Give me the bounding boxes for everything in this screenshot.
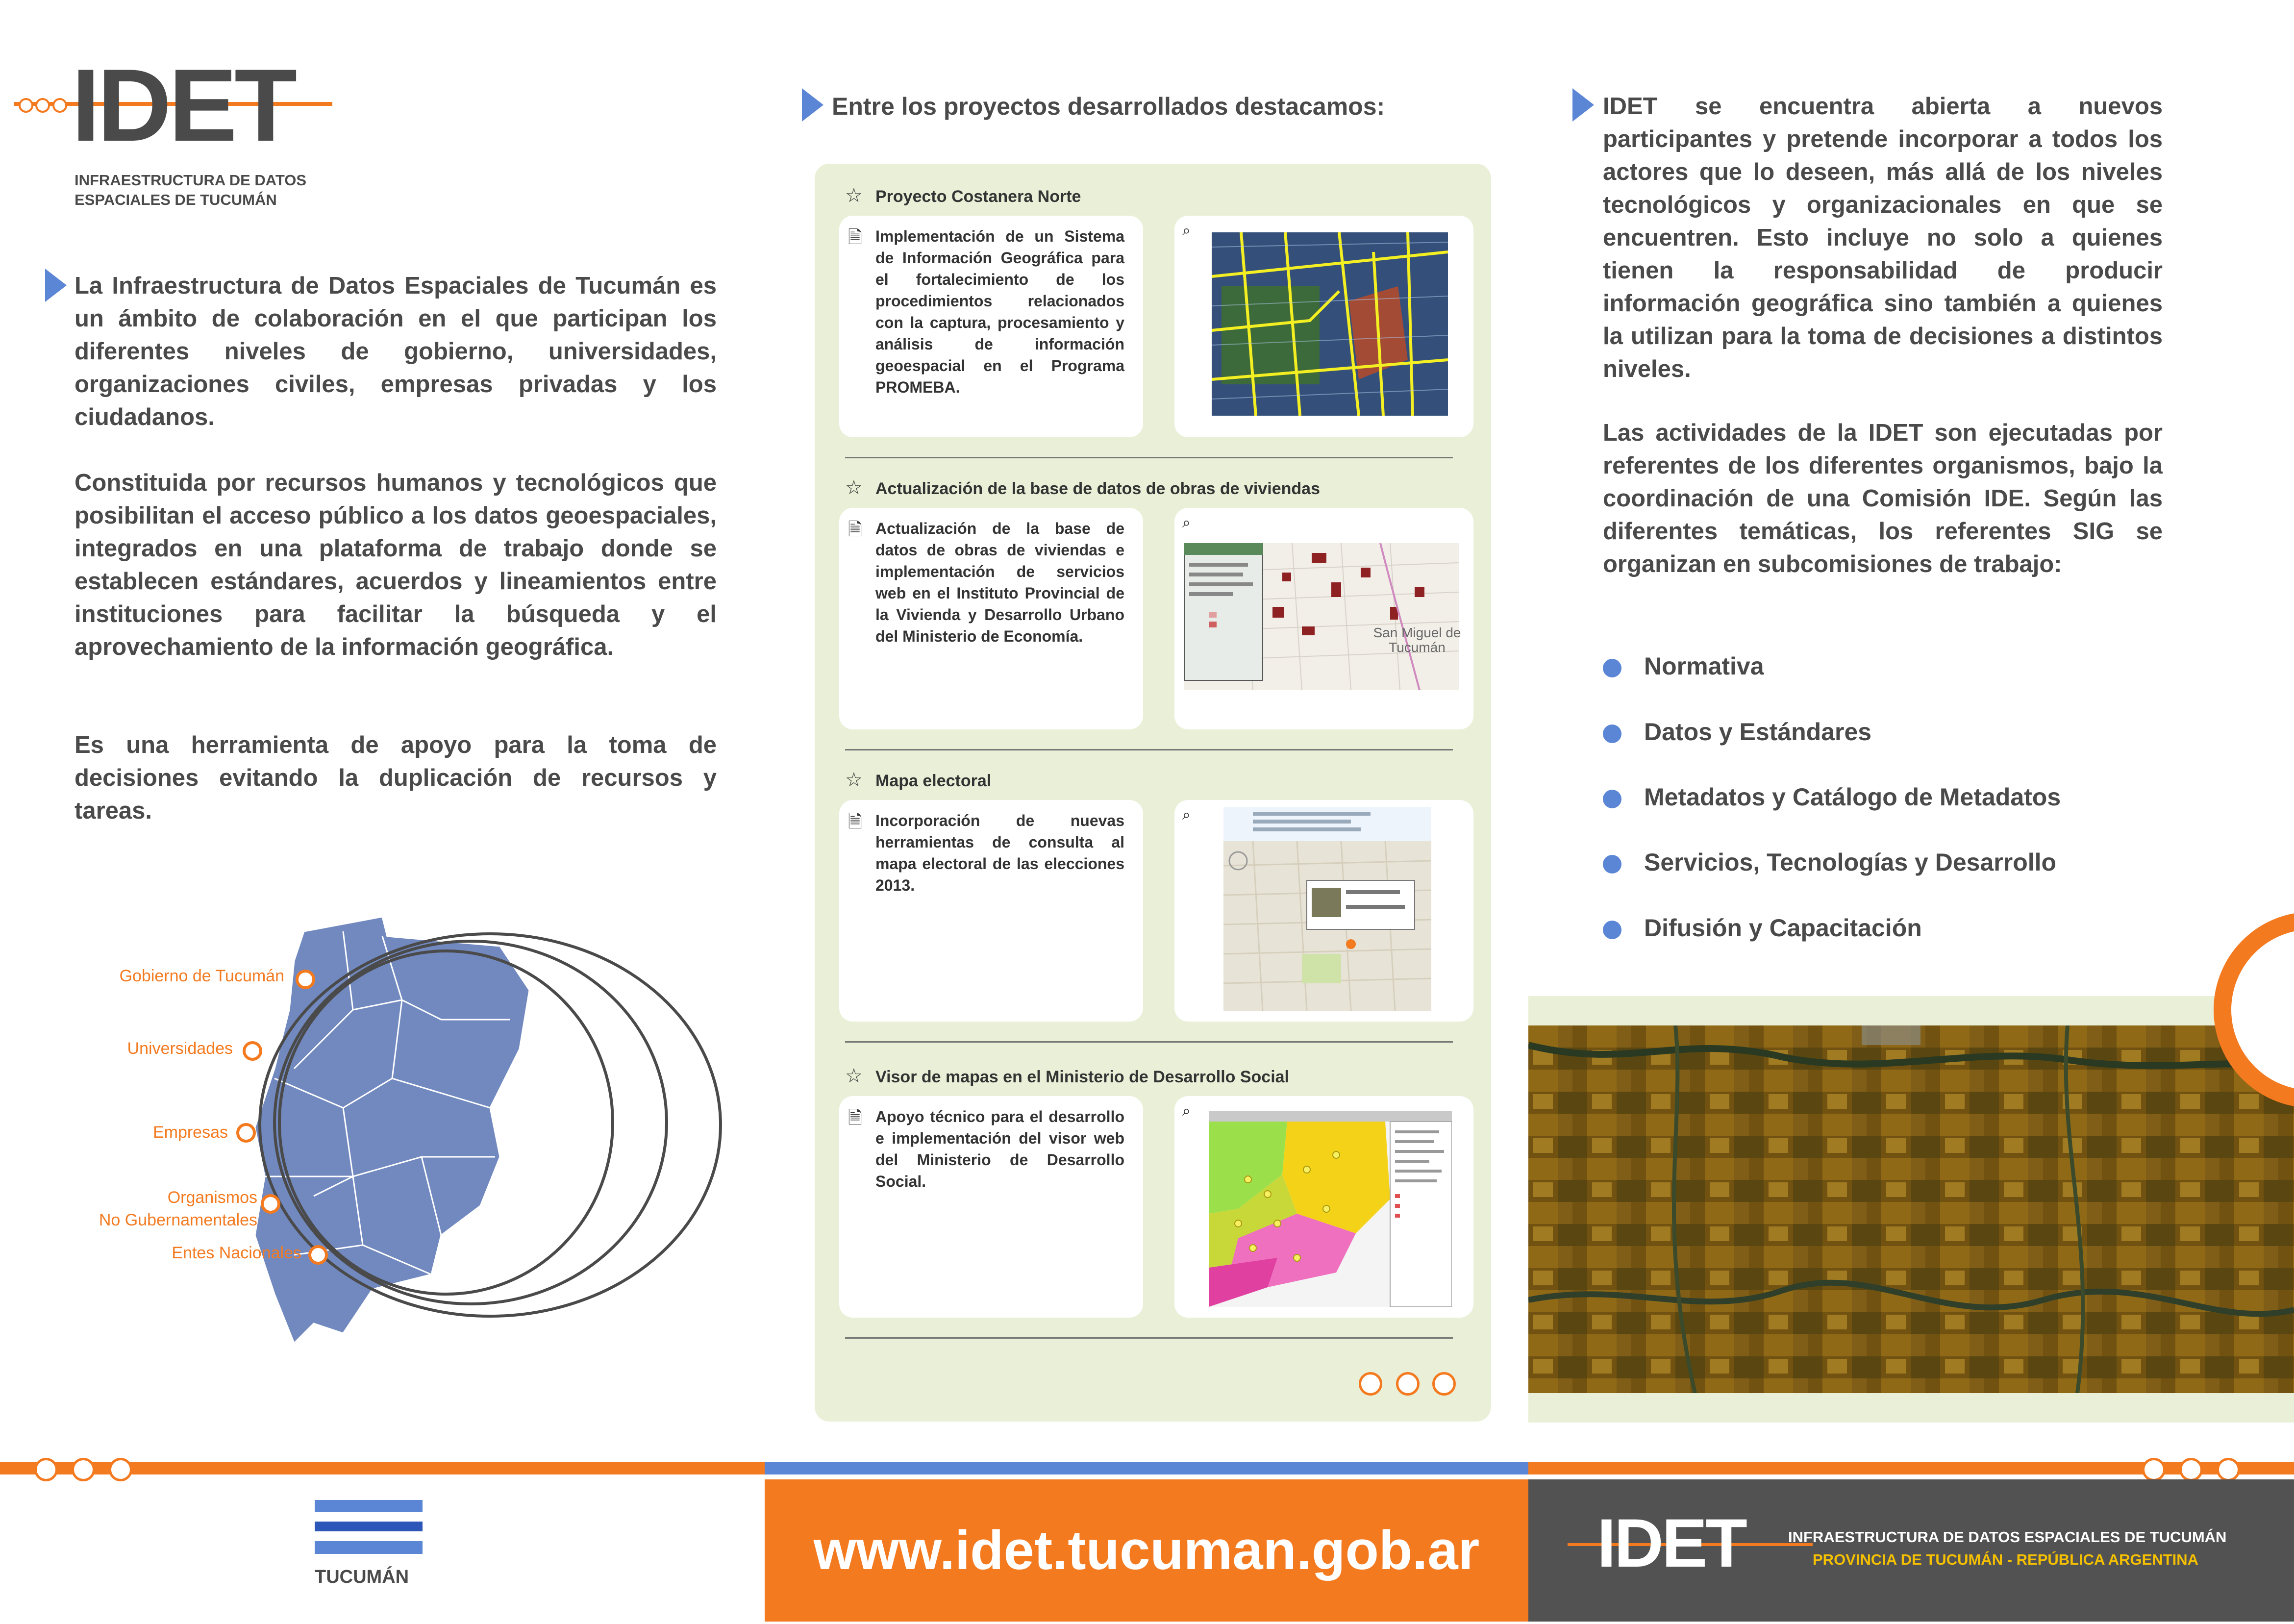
decor-ring <box>72 1458 95 1481</box>
footer-logo-text: IDET <box>1597 1504 1745 1581</box>
definition-paragraph: Constituida por recursos humanos y tecnológicos que posibilitan el acceso público a los datos geoespaciales, integrados en una plataforma de trabajo donde se establecen estándares, acuerdos y lineamientos entre instituciones para facilitar la búsqueda y el aprovechamiento de la información geográfica. <box>75 470 717 660</box>
footer-line2: PROVINCIA DE TUCUMÁN - REPÚBLICA ARGENTINA <box>1813 1551 2199 1568</box>
project-desc-card <box>839 1096 1143 1318</box>
node-entes-nacionales <box>308 1245 328 1265</box>
footer-line1: INFRAESTRUCTURA DE DATOS ESPACIALES DE TUCUMÁN <box>1788 1528 2227 1546</box>
node-empresas <box>236 1123 256 1143</box>
intro-paragraph: La Infraestructura de Datos Espaciales de Tucumán es un ámbito de colaboración en el que participan los diferentes niveles de gobierno, universidades, organizaciones civiles, empresas privadas y los ciudadanos. <box>75 273 717 430</box>
label-entes-nacionales: Entes Nacionales <box>172 1244 301 1262</box>
right-marker-icon <box>1572 88 1594 122</box>
separator <box>845 1337 1453 1339</box>
project-title: Mapa electoral <box>875 772 992 790</box>
list-item-label: Datos y Estándares <box>1644 718 1872 746</box>
project-desc-card <box>839 216 1143 437</box>
label-empresas: Empresas <box>152 1123 228 1142</box>
decor-ring <box>1432 1372 1456 1396</box>
node-organismos <box>261 1194 280 1214</box>
magnifier-icon: ⌕ <box>1182 515 1191 531</box>
star-icon: ☆ <box>845 185 863 206</box>
logo-bar <box>315 1500 423 1512</box>
decor-ring <box>2217 1458 2240 1481</box>
costanera-satellite-map <box>1212 232 1448 416</box>
magnifier-icon: ⌕ <box>1182 1103 1191 1119</box>
list-item-label: Servicios, Tecnologías y Desarrollo <box>1644 849 2057 876</box>
project-desc: Actualización de la base de datos de obras de viviendas e implementación de servicios web en el Instituto Provincial de la Vivienda y Desarrollo Urbano del Ministerio de Economía. <box>875 520 1124 645</box>
decor-ring <box>34 1458 58 1481</box>
viviendas-map-viewer <box>1184 543 1459 690</box>
label-gobierno: Gobierno de Tucumán <box>119 967 284 985</box>
electoral-map-viewer <box>1223 807 1431 1011</box>
project-3 <box>815 748 1491 1042</box>
document-icon: 🗎 <box>848 811 862 831</box>
logo-bar <box>315 1522 423 1531</box>
project-image-card <box>1174 508 1473 729</box>
separator <box>845 1041 1453 1043</box>
project-title: Proyecto Costanera Norte <box>875 187 1081 206</box>
magnifier-icon: ⌕ <box>1182 807 1191 823</box>
tucuman-logo <box>315 1500 427 1588</box>
website-url[interactable]: www.idet.tucuman.gob.ar <box>813 1520 1480 1581</box>
project-desc: Apoyo técnico para el desarrollo e implementación del visor web del Ministerio de Desarrollo Social. <box>875 1108 1124 1190</box>
label-universidades: Universidades <box>127 1039 233 1058</box>
bullet-icon <box>1603 921 1621 939</box>
heading-marker-icon <box>802 88 823 122</box>
logo-text: IDET <box>72 48 295 163</box>
label-no-gubernamentales: No Gubernamentales <box>99 1211 257 1229</box>
bullet-icon <box>1603 725 1621 743</box>
project-image-card <box>1174 1096 1473 1318</box>
node-universidades <box>243 1041 262 1061</box>
project-desc-card <box>839 800 1143 1022</box>
node-gobierno <box>296 970 315 989</box>
logo-subtitle-1: INFRAESTRUCTURA DE DATOS <box>75 172 307 189</box>
list-item-label: Difusión y Capacitación <box>1644 914 1922 942</box>
project-title: Visor de mapas en el Ministerio de Desarrollo Social <box>875 1068 1290 1086</box>
url-banner <box>765 1479 1528 1622</box>
logo-bar <box>315 1541 423 1554</box>
project-image-card <box>1174 216 1473 437</box>
satellite-image <box>1528 1025 2294 1393</box>
idet-logo <box>14 48 337 163</box>
project-1 <box>815 164 1491 458</box>
activities-paragraph: Las actividades de la IDET son ejecutadas por referentes de los diferentes organismos, bajo la coordinación de una Comisión IDE. Según las diferentes temáticas, los referentes SIG se organizan en subcomisiones de trabajo: <box>1603 420 2163 577</box>
logo-dots <box>19 98 67 115</box>
map-city-label: San Miguel de Tucumán <box>1373 625 1461 655</box>
project-desc-card <box>839 508 1143 729</box>
project-title: Actualización de la base de datos de obras de viviendas <box>875 479 1320 498</box>
project-desc: Implementación de un Sistema de Información Geográfica para el fortalecimiento de los procedimientos relacionados con la captura, procesamiento y análisis de información geoespacial en el Programa PROMEBA. <box>875 227 1124 396</box>
document-icon: 🗎 <box>848 1107 862 1127</box>
footer-dark-band <box>1528 1479 2294 1622</box>
decor-ring <box>109 1458 132 1481</box>
project-4 <box>815 1044 1491 1338</box>
project-image-card <box>1174 800 1473 1022</box>
document-icon: 🗎 <box>848 227 862 247</box>
bullet-icon <box>1603 855 1621 874</box>
decor-ring <box>1396 1372 1420 1396</box>
decor-ring <box>2142 1458 2166 1481</box>
footer-line-blue <box>765 1462 1528 1474</box>
tucuman-map-graphic <box>0 902 735 1353</box>
project-2 <box>815 456 1491 750</box>
magnifier-icon: ⌕ <box>1182 223 1191 239</box>
social-map-viewer <box>1209 1111 1452 1307</box>
tucuman-label: TUCUMÁN <box>315 1567 409 1587</box>
section-marker-icon <box>45 269 67 302</box>
participation-paragraph: IDET se encuentra abierta a nuevos participantes y pretende incorporar a todos los actores que lo deseen, más allá de los niveles tecnológicos y organizacionales en que se encuentren. Esto incluye no solo a quienes tienen la responsabilidad de producir información geográfica sino también a quienes la utilizan para la toma de decisiones a distintos niveles. <box>1603 93 2163 382</box>
document-icon: 🗎 <box>848 519 862 539</box>
list-item-label: Normativa <box>1644 652 1764 680</box>
bullet-icon <box>1603 659 1621 677</box>
decor-ring <box>1359 1372 1382 1396</box>
star-icon: ☆ <box>845 1065 863 1087</box>
tool-paragraph: Es una herramienta de apoyo para la toma de decisiones evitando la duplicación de recursos y tareas. <box>75 732 717 824</box>
list-item-label: Metadatos y Catálogo de Metadatos <box>1644 783 2061 811</box>
decor-ring <box>2179 1458 2203 1481</box>
label-organismos: Organismos <box>167 1188 257 1207</box>
logo-subtitle-2: ESPACIALES DE TUCUMÁN <box>75 191 277 208</box>
project-desc: Incorporación de nuevas herramientas de consulta al mapa electoral de las elecciones 2013. <box>875 812 1124 894</box>
star-icon: ☆ <box>845 477 863 499</box>
projects-heading: Entre los proyectos desarrollados destacamos: <box>832 93 1385 120</box>
bullet-icon <box>1603 790 1621 808</box>
star-icon: ☆ <box>845 769 863 791</box>
